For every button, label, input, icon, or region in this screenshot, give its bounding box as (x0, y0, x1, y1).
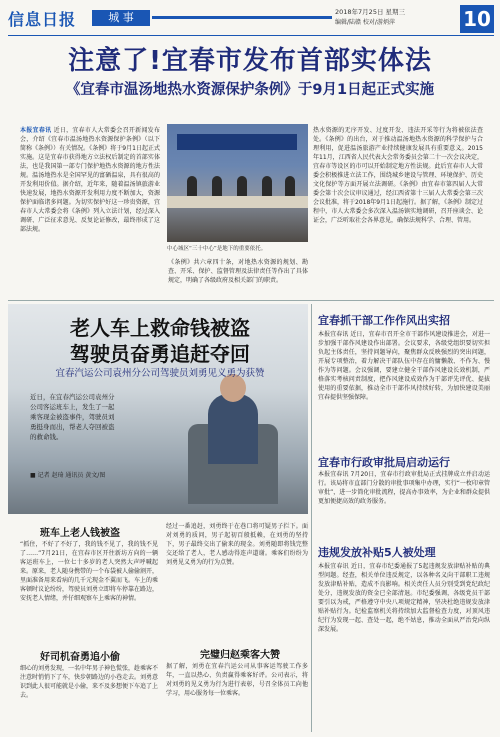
editor-credits: 编辑/陆赣 校对/游炳萍 (335, 19, 395, 26)
photo-person (285, 176, 295, 198)
lead-article-column-3: 热水资源的无序开发、过度开发、违法开采等行为将被依法查处。《条例》的出台，对于推动温汤地热水资源的科学保护与合理利用，促进温汤旅游产业持续健康发展具有重要意义。2015年11月，江西省人民代表大会常务委员会第二十一次会议决定，宜春市等设区的市可以开始制定地方性法规。此后宜春市人大常委会积极推进立法工作，围绕城乡建设与管理、环境保护、历史文化保护等方面开展立法调研。《条例》由宜春市第四届人大常委会第十次会议审议通过，经江西省第十三届人大常委会第三次会议批准，将于2018年9月1日起施行。据了解，《条例》制定过程中，市人大常委会多次深入温汤镇实地调研，召开座谈会、论证会，广泛听取社会各界意见，确保法规科学、合理、管用。 (313, 127, 483, 224)
lead-text-1: 近日，宜春市人大常委会召开新闻发布会，介绍《宜春市温汤地热水资源保护条例》（以下简称《条例》）有关情况。《条例》将于9月1日起正式实施。这是宜春市获得地方立法权后制定的首部实体法，也是我国第一部专门保护地热水资源的地方性法规。温汤地热水是全国罕见的富硒温泉，具有很高的开发利用价值。据介绍，近年来，随着温汤镇旅游业快速发展，地热水资源开发利用力度不断加大，资源保护面临诸多问题。为切实保护好这一珍贵资源，宜春市人大常委会将《条例》列入立法计划，经过深入调研、广泛征求意见、反复论证修改，最终形成了这部法规。 (20, 127, 160, 233)
feature-section-title-2: 好司机奋勇追小偷 (40, 652, 120, 663)
lead-article-column-1 (20, 126, 160, 294)
feature-photo-caption: 近日，在宜春汽运公司袁州分公司客运班车上，发生了一起乘客现金被盗事件，驾驶员刘勇挺身而出，帮老人夺回被盗的救命钱。 (30, 393, 115, 441)
photo-driver (208, 394, 258, 464)
press-photo-caption: 中心城区“三十中心”是地下的重要依托。 (167, 246, 267, 252)
right-story-headline-3: 违规发放补贴5人被处理 (318, 546, 436, 559)
photo-person (262, 176, 272, 198)
right-story-headline-2: 宜春市行政审批局启动运行 (318, 456, 450, 469)
header-rule (152, 16, 332, 19)
lead-article-column-2: 《条例》共六章四十条，对地热水资源的规划、勘查、开采、保护、监督管理及法律责任等作出了具体规定，明确了各级政府及相关部门的职责。 (168, 259, 308, 284)
right-story-headline-1: 宜春抓干部工作作风出实招 (318, 314, 450, 327)
photo-person (212, 176, 222, 198)
feature-subhead: 宜春汽运公司袁州分公司驾驶员刘勇见义勇为获赞 (55, 368, 265, 379)
photo-person (187, 176, 197, 198)
right-story-text-3: 本报宜春讯 近日，宜春市纪委通报了5起违规发放津贴补贴的典型问题。经查，相关单位违反规定，以各种名义向干部职工违规发放津贴补贴，造成不良影响。相关责任人员分别受到党纪政纪处分，违规发放的资金已全部清退。市纪委强调，各级党员干部要引以为戒，严格遵守中央八项规定精神，坚决杜绝违规发放津贴补贴行为。纪检监察机关将持续加大监督检查力度，对顶风违纪行为发现一起、查处一起，绝不姑息，推动全面从严治党向纵深发展。 (318, 563, 490, 633)
feature-headline-line-1: 老人车上救命钱被盗 (70, 316, 250, 340)
press-conference-photo (167, 124, 308, 242)
lead-byline: 本报宜春讯 (20, 127, 52, 134)
feature-photo-credit: ■ 记者 赵琦 通讯员 黄文/图 (30, 472, 106, 479)
column-divider (311, 304, 312, 732)
feature-article-column-2b: 据了解，刘勇在宜春汽运公司从事客运驾驶工作多年，一直以热心、负责赢得乘客好评。公司表示，将对刘勇的见义勇为行为进行表彰，号召全体员工向他学习，用心服务每一位乘客。 (166, 663, 308, 697)
masthead-logo: 信息日报 (8, 10, 77, 29)
photo-banner (177, 134, 297, 150)
section-tab: 城 事 (92, 10, 150, 26)
header-divider (8, 35, 494, 36)
feature-article-column-1b: 细心的刘勇发现，一名中年男子神色慌张，趁乘客不注意时悄悄下了车，快步朝路边的小巷走去。刘勇意识到此人很可能就是小偷，来不及多想便下车追了上去。 (20, 665, 158, 699)
lead-subhead: 《宜春市温汤地热水资源保护条例》于9月1日起正式实施 (65, 82, 435, 98)
feature-headline-line-2: 驾驶员奋勇追赶夺回 (70, 342, 250, 366)
right-story-text-1: 本报宜春讯 近日，宜春市召开全市干部作风建设推进会，对进一步加强干部作风建设作出部署。会议要求，各级党组织要切实担负起主体责任，坚持问题导向，聚焦群众反映强烈的突出问题，开展专项整治，着力解决干部队伍中存在的慵懒散、不作为、慢作为等问题。会议强调，要建立健全干部作风建设长效机制，严格落实考核问责制度，把作风建设成效作为干部评先评优、提拔使用的重要依据，推动全市干部作风持续好转，为加快建设美丽宜春提供坚强保障。 (318, 331, 490, 401)
feature-section-title-1: 班车上老人钱被盗 (40, 528, 120, 539)
page-number: 10 (460, 5, 494, 33)
lead-headline: 注意了!宜春市发布首部实体法 (68, 46, 432, 76)
right-story-text-2: 本报宜春讯 7月20日，宜春市行政审批局正式挂牌成立并启动运行。该局将市直部门分散的审批事项集中办理，实行“一枚印章管审批”，进一步简化审批流程，提高办事效率，为企业和群众提供更加便捷高效的政务服务。 (318, 471, 490, 505)
feature-article-column-2: 经过一番追赶，刘勇终于在巷口将可疑男子拦下。面对刘勇的质问，男子起初百般抵赖，在刘勇的坚持下，男子最终交出了偷来的现金。刘勇随即将钱完整交还给了老人，老人感动得连声道谢。乘客们纷纷为刘勇见义勇为的行为点赞。 (166, 523, 308, 566)
feature-article-column-1: “抓住，不好了不好了，我的钱不见了，我的钱不见了……”7月21日，在宜春市区开往新坊方向的一辆客运班车上，一位七十多岁的老人突然大声呼喊起来。原来，老人随身携带的一个布袋被人偷偷割开，里面准备用来看病的几千元现金不翼而飞。车上的乘客顿时议论纷纷，驾驶员刘勇立即将车停靠在路边，安抚老人情绪，并仔细观察车上乘客的神情。 (20, 541, 158, 602)
feature-section-title-3: 完璧归赵乘客大赞 (200, 650, 280, 661)
section-divider (8, 300, 494, 301)
issue-date: 2018年7月25日 星期三 (335, 8, 406, 16)
photo-person (237, 176, 247, 198)
photo-table (167, 196, 308, 208)
